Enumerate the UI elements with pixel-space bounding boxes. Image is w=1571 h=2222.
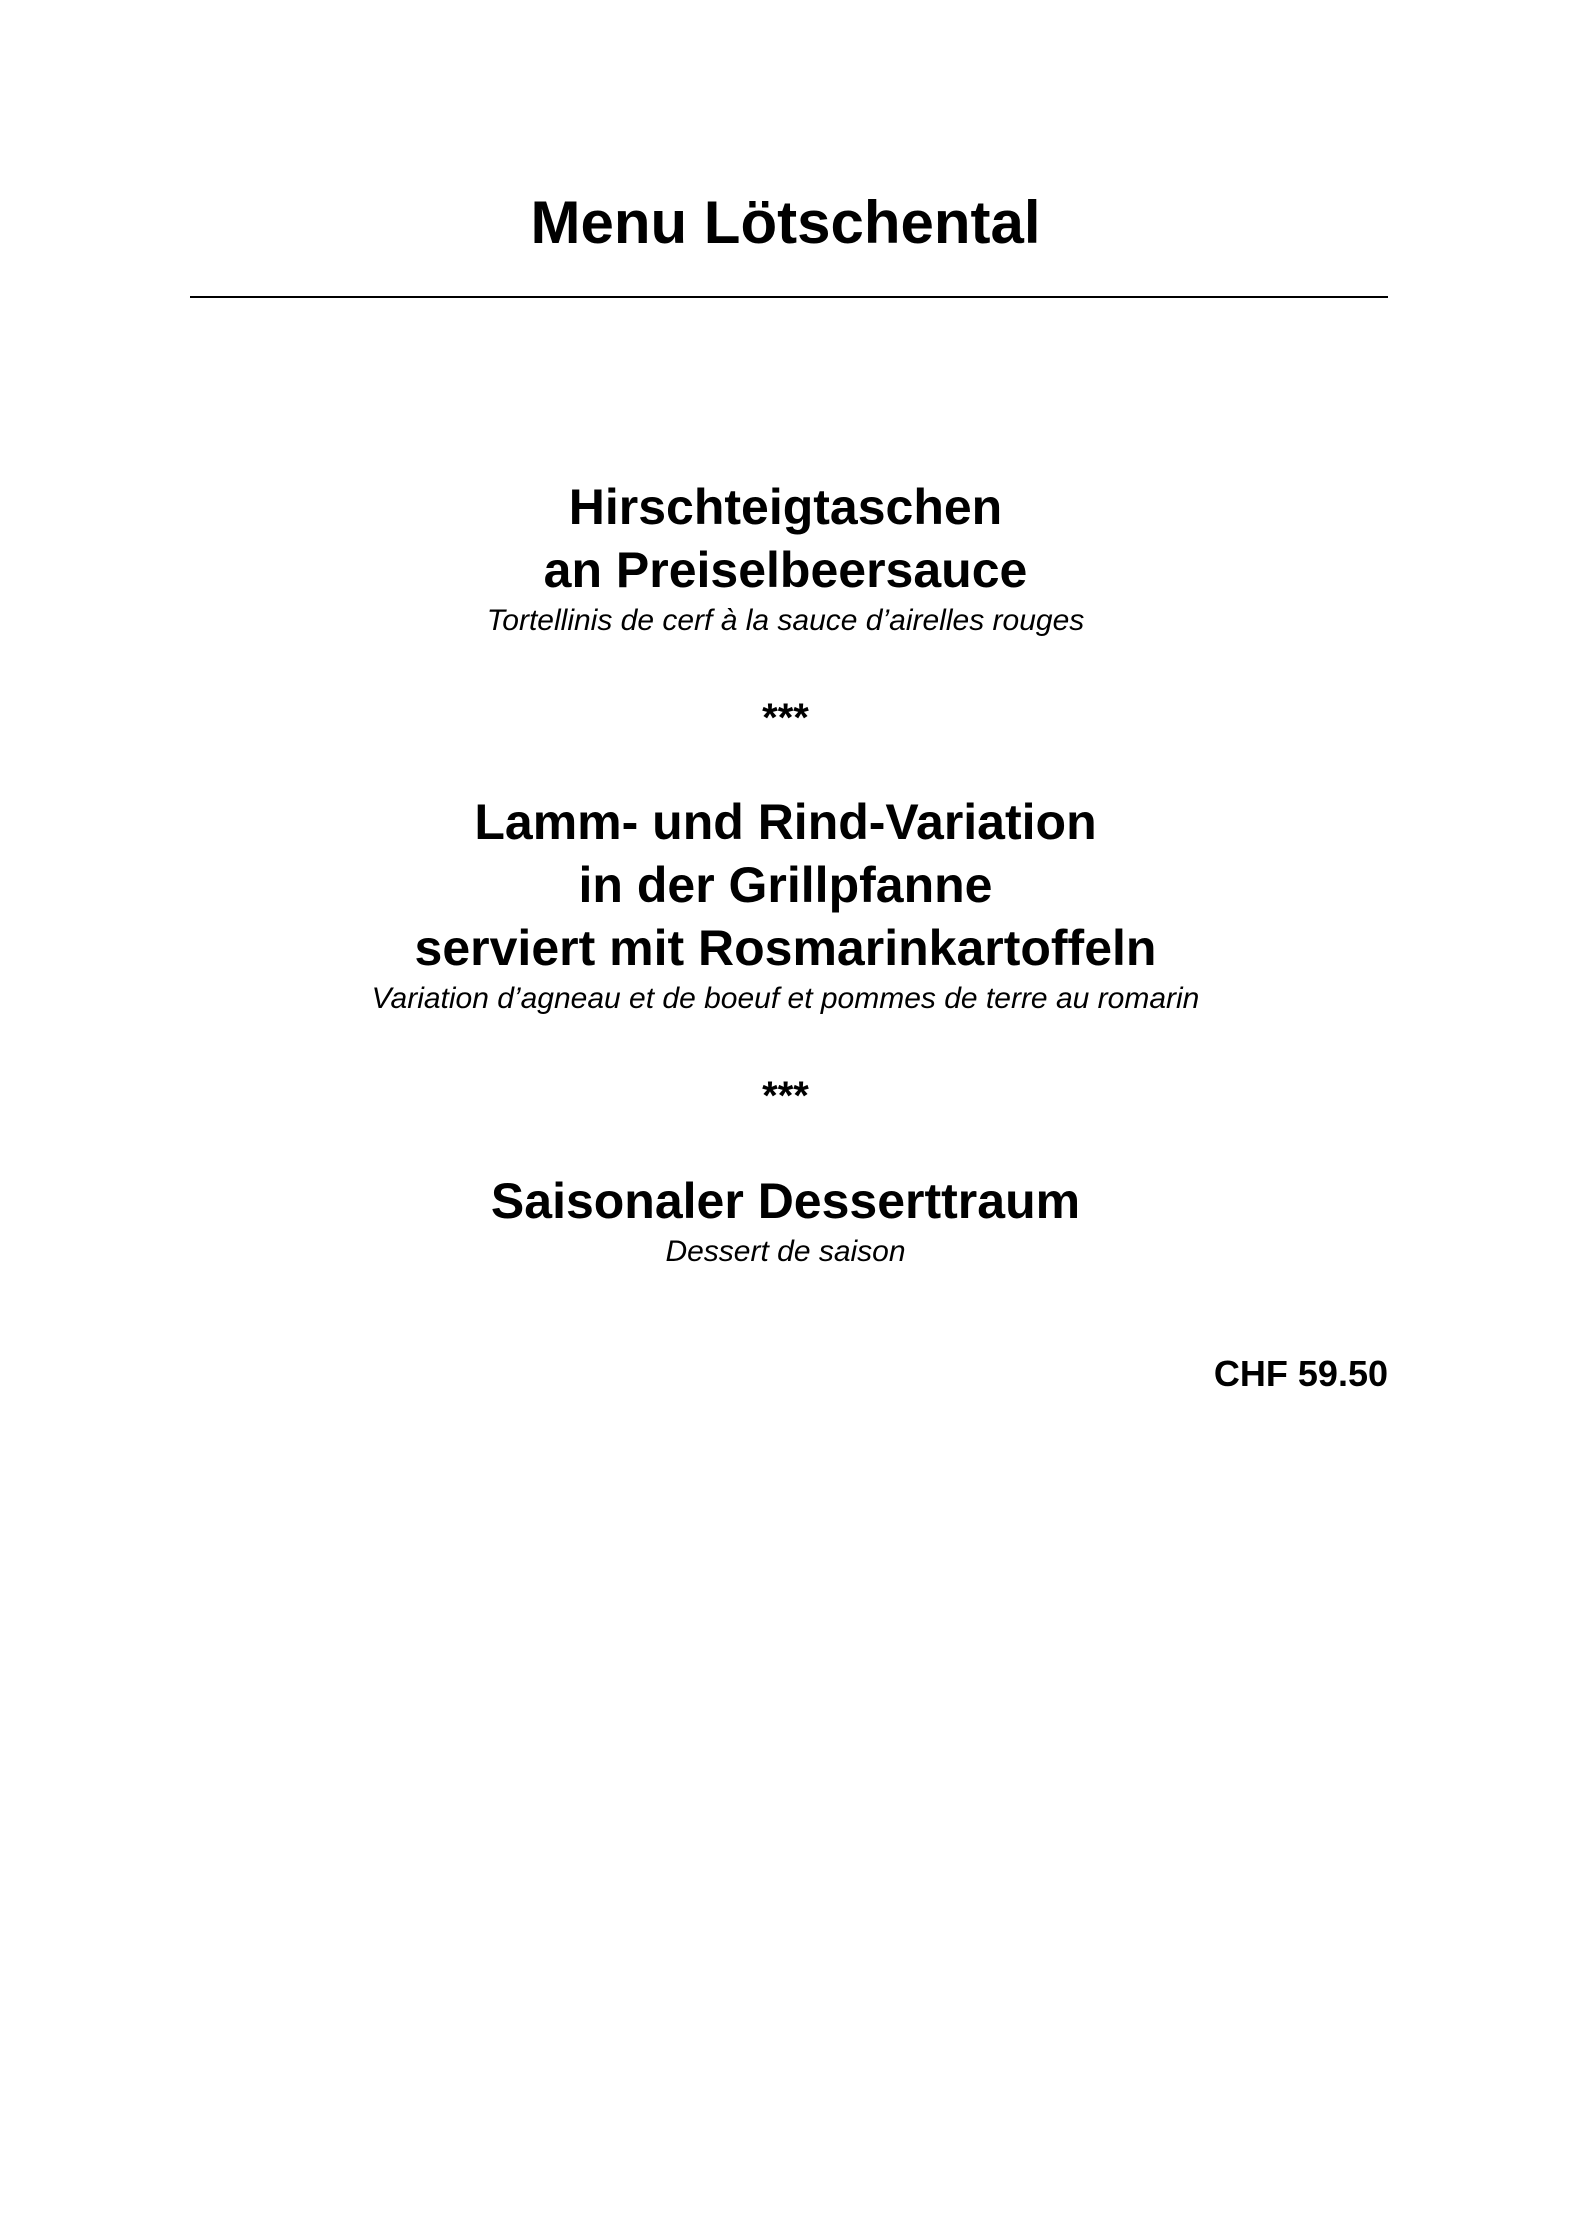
course-2-description: Variation d’agneau et de boeuf et pommes de terre au romarin [371,982,1200,1015]
course-3-description: Dessert de saison [665,1235,906,1268]
course-2-name-line-2: in der Grillpfanne [578,857,993,913]
menu-price: CHF 59.50 [1213,1353,1388,1394]
course-2-name-line-1: Lamm- und Rind-Variation [474,794,1097,850]
menu-title: Menu Lötschental [530,189,1041,256]
course-2 [0,791,1571,1018]
course-1 [0,476,1571,640]
title-underline [190,296,1388,298]
course-1-name-line-1: Hirschteigtaschen [568,479,1003,535]
course-3 [0,1170,1571,1271]
course-3-name-line-1: Saisonaler Desserttraum [490,1173,1081,1229]
course-2-name-line-3: serviert mit Rosmarinkartoffeln [414,920,1157,976]
course-separator-2: *** [762,1074,809,1118]
course-1-description: Tortellinis de cerf à la sauce d’airelles rouges [486,604,1085,637]
course-separator-1: *** [762,696,809,740]
course-1-name-line-2: an Preiselbeersauce [543,542,1028,598]
